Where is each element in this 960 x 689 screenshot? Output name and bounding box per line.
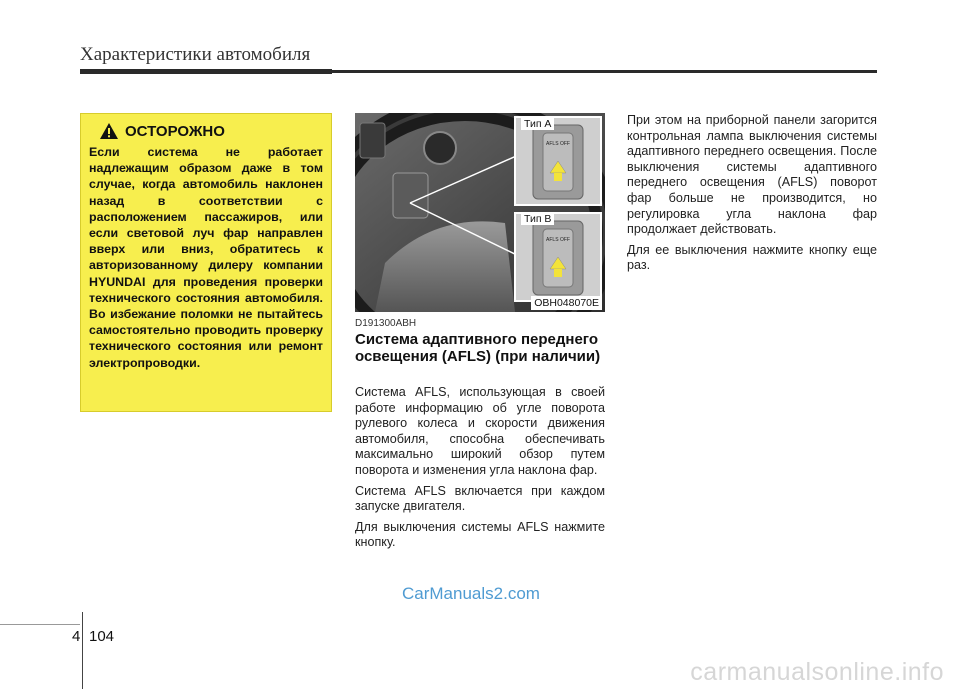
warning-text: Если система не работает надлежащим образом даже в том случае, когда автомобиль наклонен назад в соответствии с расположением пассажиров, или если световой луч фар направлен вверх или вниз, обратитесь к авторизованному дилеру компании HYUNDAI для проведения проверки технического состояния автомобиля. Во избежание поломки не пытайтесь самостоятельно проводить проверку технического состояния или ремонт электропроводки. [89,145,323,370]
warning-header [99,122,323,140]
section-code: D191300ABH [355,318,417,329]
body-paragraph: При этом на приборной панели загорится контрольная лампа выключения системы адаптивного переднего освещения. После выключения системы адаптивного переднего освещения (AFLS) поворот фар больше не производится, но регулировка угла наклона фар продолжает действовать. [627,113,877,237]
body-paragraph: Для ее выключения нажмите кнопку еще раз. [627,242,877,273]
type-a-label: Тип A [521,118,554,130]
footer-divider [0,624,80,625]
body-paragraph: Система AFLS включается при каждом запуске двигателя. [355,483,605,514]
type-b-label: Тип B [521,213,554,225]
afls-button-label-b: AFLS OFF [546,237,570,243]
page-header-title: Характеристики автомобиля [80,44,311,65]
afls-button-photo [355,113,605,312]
afls-button-label-a: AFLS OFF [546,141,570,147]
warning-triangle-icon [99,122,119,140]
warning-title: ОСТОРОЖНО [125,122,225,140]
header-rule-accent [80,69,332,74]
carmanuals-watermark-link[interactable]: CarManuals2.com [402,584,540,603]
section-title: Система адаптивного переднего освещения (AFLS) (при наличии) [355,331,601,365]
chapter-number: 4 [72,628,81,645]
body-paragraph: Для выключения системы AFLS нажмите кнопку. [355,519,605,550]
body-paragraph: Система AFLS, использующая в своей работе информацию об угле поворота рулевого колеса и скорости движения автомобиля, способна обеспечивать максимально широкий обзор путем поворота и изменения угла наклона фар. [355,385,605,477]
section-body-right [627,113,877,279]
page-number: 104 [89,628,115,645]
warning-box [80,113,332,412]
footer-vertical-rule [82,612,83,689]
figure-code: OBH048070E [531,296,602,310]
site-watermark: carmanualsonline.info [690,658,944,686]
steering-wheel-illustration [355,113,605,312]
section-body-middle [355,385,605,556]
